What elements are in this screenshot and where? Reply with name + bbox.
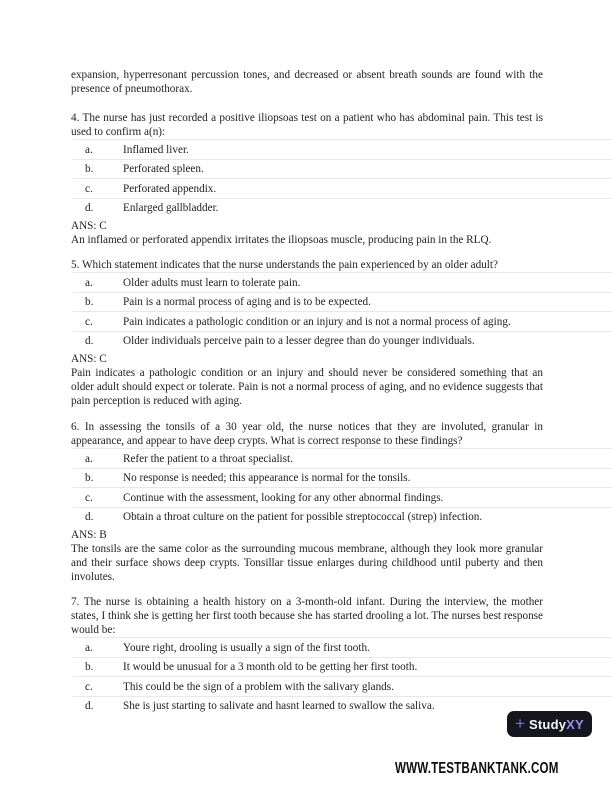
option-text: She is just starting to salivate and hasnt learned to swallow the saliva. [123, 700, 435, 712]
option-row [73, 637, 612, 657]
answer-line: ANS: C [71, 353, 107, 365]
option-letter: c. [85, 680, 93, 693]
options-list [73, 637, 612, 715]
option-letter: c. [85, 315, 93, 328]
option-text: This could be the sign of a problem with the salivary glands. [123, 680, 394, 693]
option-letter: b. [85, 661, 94, 673]
studyxy-name: Study [529, 716, 567, 732]
option-text: Older adults must learn to tolerate pain. [123, 276, 301, 289]
website-footer: WWW.TESTBANKTANK.COM [395, 760, 559, 777]
option-row [73, 272, 612, 292]
option-text: Refer the patient to a throat specialist. [123, 452, 293, 465]
option-row [73, 159, 612, 179]
option-text: Continue with the assessment, looking for any other abnormal findings. [123, 491, 444, 504]
option-text: Enlarged gallbladder. [123, 202, 219, 214]
option-row [73, 448, 612, 468]
intro-paragraph: expansion, hyperresonant percussion tones, and decreased or absent breath sounds are found with the presence of pneumothorax. [71, 69, 543, 95]
option-row [73, 311, 612, 331]
option-letter: d. [85, 511, 94, 523]
option-text: Perforated appendix. [123, 182, 217, 195]
option-text: Older individuals perceive pain to a lesser degree than do younger individuals. [123, 335, 475, 347]
option-letter: b. [85, 472, 94, 484]
plus-icon: + [515, 713, 526, 733]
option-text: It would be unusual for a 3 month old to be getting her first tooth. [123, 661, 418, 673]
option-letter: c. [85, 491, 93, 504]
option-row [73, 139, 612, 159]
rationale-text: An inflamed or perforated appendix irritates the iliopsoas muscle, producing pain in the RLQ. [71, 234, 492, 246]
option-text: Obtain a throat culture on the patient for possible streptococcal (strep) infection. [123, 511, 483, 523]
option-text: Inflamed liver. [123, 143, 189, 156]
option-row [73, 487, 612, 507]
answer-line: ANS: B [71, 529, 107, 541]
option-row [73, 331, 612, 351]
question-block-5 [71, 258, 543, 408]
option-row [73, 676, 612, 696]
question-block-4 [71, 111, 543, 247]
answer-line: ANS: C [71, 220, 107, 232]
question-stem: 7. The nurse is obtaining a health history on a 3-month-old infant. During the interview, the mother states, I think she is getting her first tooth because she has started drooling a lot. The nurses best response would be: [71, 596, 543, 636]
studyxy-name-accent: XY [566, 716, 584, 732]
option-row [73, 178, 612, 198]
intro-paragraph-block [71, 68, 543, 96]
option-text: Perforated spleen. [123, 163, 204, 175]
option-letter: a. [85, 641, 93, 654]
option-letter: d. [85, 700, 94, 712]
option-row [73, 468, 612, 488]
question-stem: 4. The nurse has just recorded a positive iliopsoas test on a patient who has abdominal pain. This test is used to confirm a(n): [71, 112, 543, 138]
option-letter: c. [85, 182, 93, 195]
question-block-7 [71, 595, 543, 715]
option-row [73, 657, 612, 677]
option-letter: b. [85, 296, 94, 308]
option-text: Pain is a normal process of aging and is to be expected. [123, 296, 371, 308]
studyxy-wordmark [529, 718, 584, 731]
question-stem: 6. In assessing the tonsils of a 30 year old, the nurse notices that they are involuted, granular in appearance, and appear to have deep crypts. What is correct response to these findings? [71, 421, 543, 447]
option-letter: d. [85, 335, 94, 347]
option-text: Youre right, drooling is usually a sign of the first tooth. [123, 641, 370, 654]
rationale-text: The tonsils are the same color as the surrounding mucous membrane, although they look more granular and their surface shows deep crypts. Tonsillar tissue enlarges during childhood until puberty and then involutes. [71, 543, 543, 583]
option-text: No response is needed; this appearance is normal for the tonsils. [123, 472, 411, 484]
option-letter: d. [85, 202, 94, 214]
options-list [73, 272, 612, 350]
option-row [73, 198, 612, 218]
studyxy-badge [507, 711, 592, 737]
option-letter: b. [85, 163, 94, 175]
rationale-text: Pain indicates a pathologic condition or an injury and should never be considered something that an older adult should expect or tolerate. Pain is not a normal process of aging, and no evidence suggests that pain perception is reduced with aging. [71, 367, 543, 407]
question-stem: 5. Which statement indicates that the nurse understands the pain experienced by an older adult? [71, 259, 498, 271]
option-letter: a. [85, 452, 93, 465]
option-row [73, 292, 612, 312]
option-letter: a. [85, 143, 93, 156]
option-row [73, 507, 612, 527]
option-text: Pain indicates a pathologic condition or an injury and is not a normal process of aging. [123, 315, 511, 328]
options-list [73, 448, 612, 526]
question-block-6 [71, 420, 543, 584]
option-letter: a. [85, 276, 93, 289]
options-list [73, 139, 612, 217]
